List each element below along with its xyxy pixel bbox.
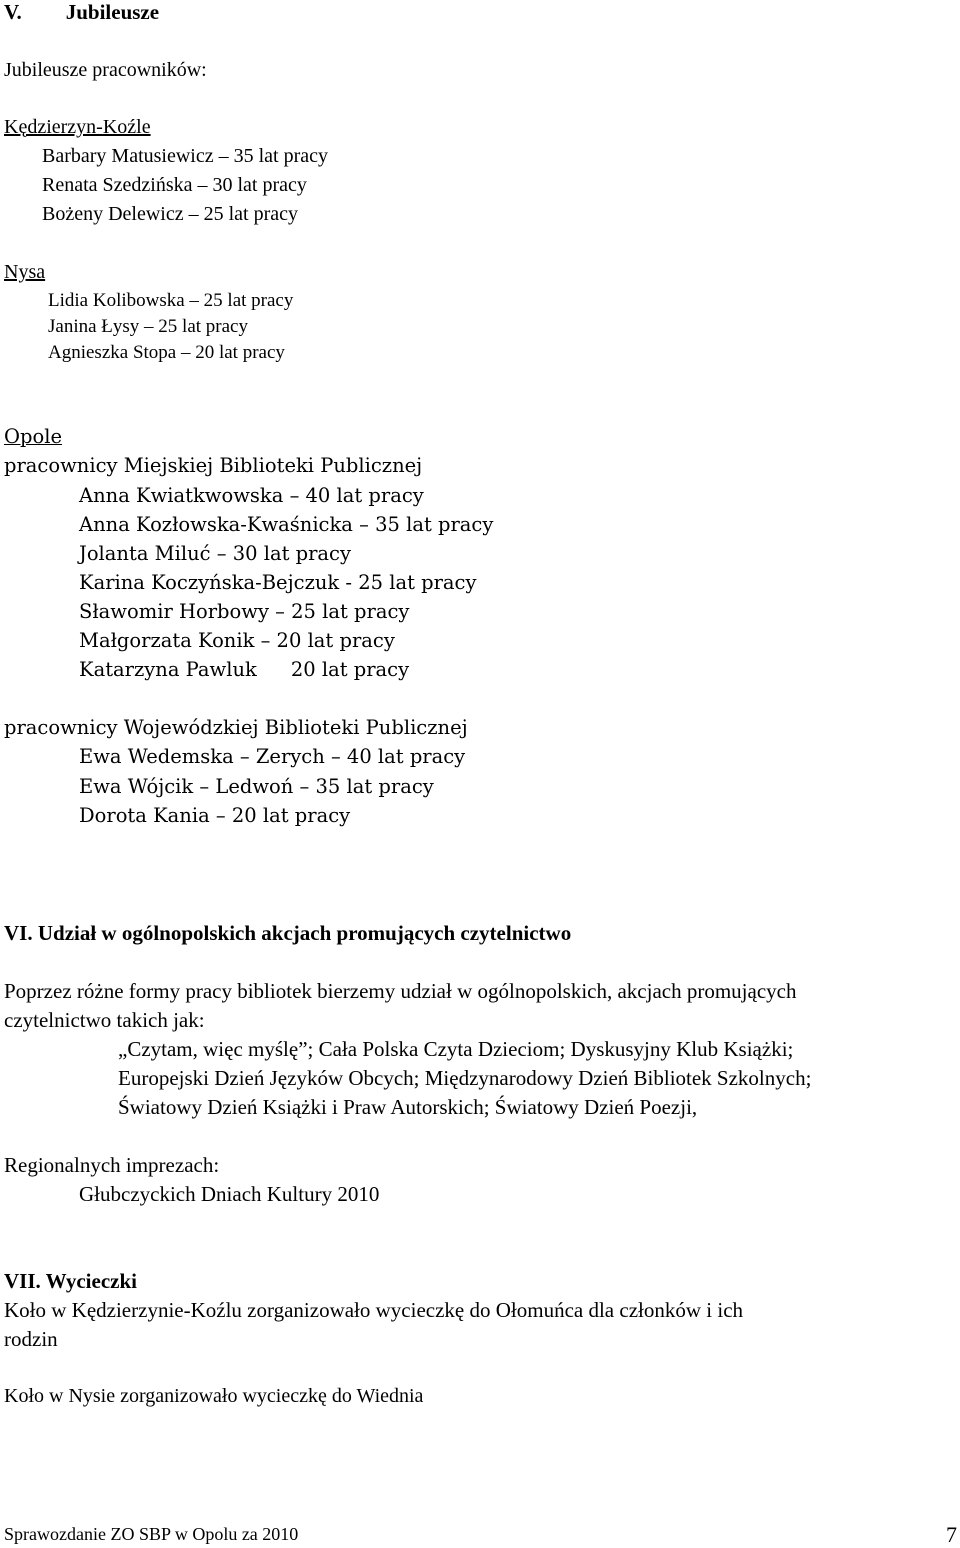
mbp-jubilee-7-years: 20 lat pracy: [290, 658, 410, 681]
mbp-jubilee-1: Anna Kwiatkwowska – 40 lat pracy: [79, 484, 424, 507]
nysa-jubilee-2: Janina Łysy – 25 lat pracy: [48, 316, 248, 337]
section-7-heading: [4, 1269, 137, 1294]
kk-jubilee-2: Renata Szedzińska – 30 lat pracy: [42, 174, 307, 196]
city-nysa: Nysa: [4, 261, 46, 283]
mbp-jubilee-7: [79, 658, 409, 681]
section-7-number: VII.: [4, 1269, 41, 1293]
mbp-jubilee-5: Sławomir Horbowy – 25 lat pracy: [79, 600, 410, 623]
opole-mbp-label: pracownicy Miejskiej Biblioteki Publicznej: [4, 454, 423, 477]
section-6-paragraph-line-1: Poprzez różne formy pracy bibliotek bierzemy udział w ogólnopolskich, akcjach promujących: [4, 979, 797, 1003]
city-kedzierzyn-kozle: Kędzierzyn-Koźle: [4, 116, 151, 138]
jubilees-intro: Jubileusze pracowników:: [4, 59, 207, 81]
section-7-title: Wycieczki: [45, 1269, 137, 1293]
mbp-jubilee-4: Karina Koczyńska-Bejczuk - 25 lat pracy: [79, 571, 477, 594]
trips-line-2: rodzin: [4, 1327, 58, 1351]
trips-line-1: Koło w Kędzierzynie-Koźlu zorganizowało wycieczkę do Ołomuńca dla członków i ich: [4, 1298, 744, 1322]
opole-wbp-label: pracownicy Wojewódzkiej Biblioteki Publicznej: [4, 716, 468, 739]
kk-jubilee-3: Bożeny Delewicz – 25 lat pracy: [42, 203, 299, 225]
mbp-jubilee-7-name: Katarzyna Pawluk: [79, 658, 257, 681]
mbp-jubilee-6: Małgorzata Konik – 20 lat pracy: [79, 629, 395, 652]
section-6-paragraph-line-2: czytelnictwo takich jak:: [4, 1008, 205, 1032]
mbp-jubilee-2: Anna Kozłowska-Kwaśnicka – 35 lat pracy: [79, 513, 494, 536]
section-5-number: V.: [4, 0, 22, 24]
footer-title: Sprawozdanie ZO SBP w Opolu za 2010: [4, 1524, 299, 1544]
page-number: 7: [946, 1522, 957, 1547]
wbp-jubilee-1: Ewa Wedemska – Zerych – 40 lat pracy: [79, 745, 466, 768]
nysa-jubilee-1: Lidia Kolibowska – 25 lat pracy: [48, 290, 294, 311]
nysa-jubilee-3: Agnieszka Stopa – 20 lat pracy: [48, 342, 285, 363]
trips-line-3: Koło w Nysie zorganizowało wycieczkę do Wiednia: [4, 1385, 424, 1407]
section-6-title: Udział w ogólnopolskich akcjach promujących czytelnictwo: [37, 921, 572, 945]
wbp-jubilee-3: Dorota Kania – 20 lat pracy: [79, 804, 351, 827]
section-6-heading: [4, 921, 571, 946]
national-actions-line-1: „Czytam, więc myślę”; Cała Polska Czyta Dzieciom; Dyskusyjny Klub Książki;: [118, 1037, 794, 1061]
kk-jubilee-1: Barbary Matusiewicz – 35 lat pracy: [42, 145, 329, 167]
section-5-heading: [4, 0, 159, 25]
mbp-jubilee-3: Jolanta Miluć – 30 lat pracy: [79, 542, 351, 565]
national-actions-line-2: Europejski Dzień Języków Obcych; Międzynarodowy Dzień Bibliotek Szkolnych;: [118, 1066, 812, 1090]
regional-event-1: Głubczyckich Dniach Kultury 2010: [79, 1182, 380, 1206]
section-6-number: VI.: [4, 921, 33, 945]
regional-events-label: Regionalnych imprezach:: [4, 1153, 220, 1177]
wbp-jubilee-2: Ewa Wójcik – Ledwoń – 35 lat pracy: [79, 775, 434, 798]
city-opole: Opole: [4, 425, 62, 448]
national-actions-line-3: Światowy Dzień Książki i Praw Autorskich; Światowy Dzień Poezji,: [118, 1095, 698, 1119]
section-5-title: Jubileusze: [65, 0, 160, 24]
